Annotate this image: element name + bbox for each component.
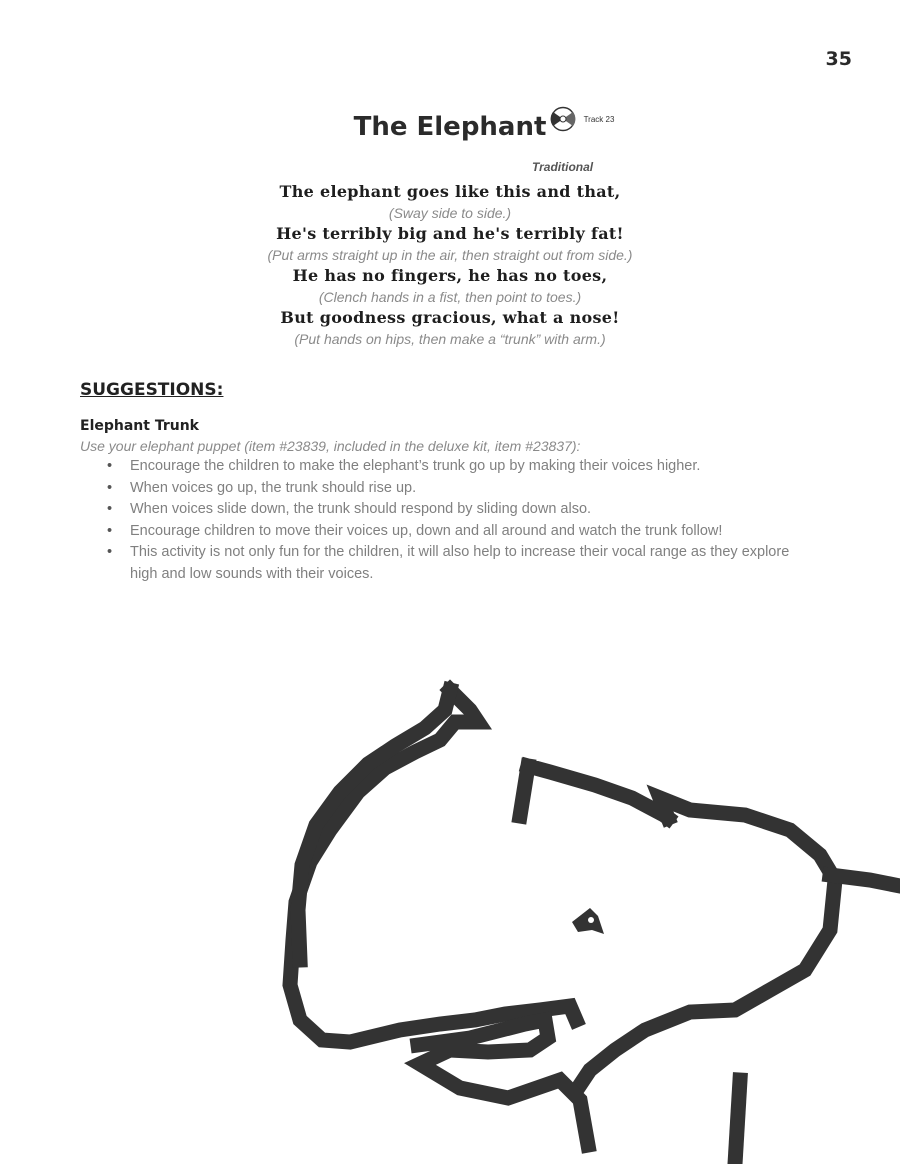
suggestions-heading: SUGGESTIONS: [80, 380, 224, 400]
song-title-row [0, 112, 900, 142]
song-credit: Traditional [532, 160, 594, 174]
list-item: • When voices go up, the trunk should rise up. [130, 478, 820, 500]
list-item: • Encourage children to move their voices up, down and all around and watch the trunk follow! [130, 521, 820, 543]
lyric-line: He has no fingers, he has no toes, [292, 266, 608, 285]
list-item: • This activity is not only fun for the children, it will also help to increase their vocal range as they explore high and low sounds with their voices. [130, 542, 820, 585]
stage-direction: (Put hands on hips, then make a “trunk” with arm.) [294, 331, 606, 347]
lyric-line: The elephant goes like this and that, [279, 182, 621, 201]
elephant-head-outline [298, 690, 450, 960]
stage-direction: (Clench hands in a fist, then point to toes.) [318, 289, 582, 305]
stage-direction: (Put arms straight up in the air, then straight out from side.) [267, 247, 633, 263]
list-item: • When voices slide down, the trunk should respond by sliding down also. [130, 499, 820, 521]
elephant-illustration [0, 640, 900, 1164]
activity-section [80, 418, 820, 585]
page-number: 35 [825, 48, 852, 70]
activity-title: Elephant Trunk [80, 418, 199, 434]
elephant-leg-outline [735, 1080, 740, 1164]
elephant-back-outline [520, 766, 835, 1088]
elephant-mouth-outline [418, 1020, 588, 1145]
lyrics-block [0, 180, 900, 348]
elephant-tail-outline [830, 875, 895, 885]
elephant-eye [572, 908, 604, 934]
activity-intro: Use your elephant puppet (item #23839, included in the deluxe kit, item #23837): [80, 438, 581, 454]
song-title: The Elephant [353, 112, 547, 142]
cd-icon [550, 106, 576, 132]
track-label: Track 23 [583, 115, 615, 124]
lyric-line: He's terribly big and he's terribly fat! [276, 224, 624, 243]
list-item: • Encourage the children to make the elephant’s trunk go up by making their voices higher. [130, 456, 820, 478]
lyric-line: But goodness gracious, what a nose! [280, 308, 620, 327]
title-wrap [354, 112, 617, 142]
elephant-trunk-outline [290, 690, 576, 1042]
activity-bullet-list [80, 456, 820, 585]
stage-direction: (Sway side to side.) [388, 205, 512, 221]
